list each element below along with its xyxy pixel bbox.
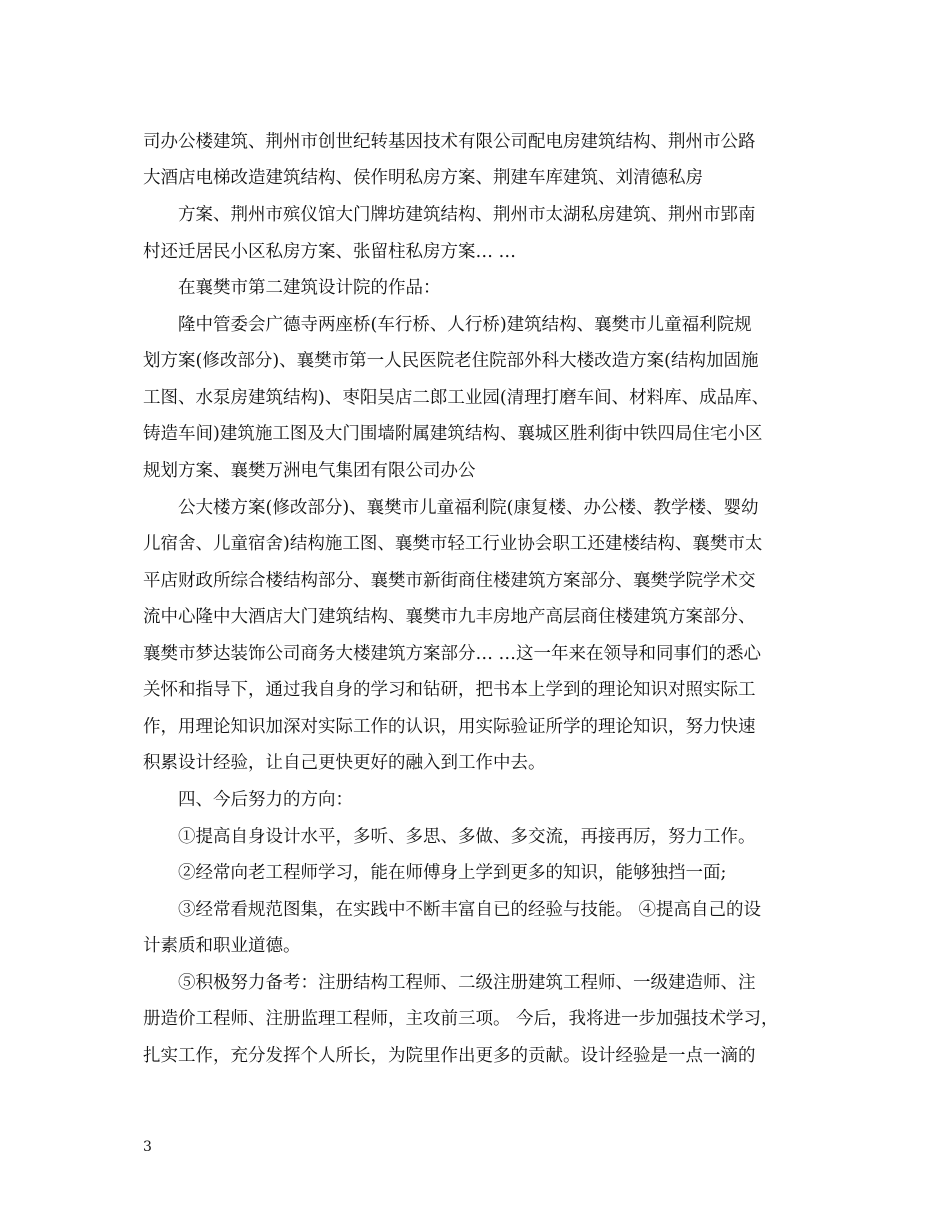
body-line-12: 儿宿舍、儿童宿舍)结构施工图、襄樊市轻工行业协会职工还建楼结构、襄樊市太 <box>143 534 763 554</box>
body-line-6: 隆中管委会广德寺两座桥(车行桥、人行桥)建筑结构、襄樊市儿童福利院规 <box>178 315 752 335</box>
body-line-11: 公大楼方案(修改部分)、襄樊市儿童福利院(康复楼、办公楼、教学楼、婴幼 <box>178 498 759 518</box>
list-item-2: ②经常向老工程师学习，能在师傅身上学到更多的知识，能够独挡一面; <box>178 863 727 883</box>
section-heading: 四、今后努力的方向： <box>178 790 353 810</box>
list-item-3: ③经常看规范图集，在实践中不断丰富自已的经验与技能。 ④提高自己的设 <box>178 900 762 920</box>
body-line-1: 司办公楼建筑、荆州市创世纪转基因技术有限公司配电房建筑结构、荆州市公路 <box>143 132 756 152</box>
body-line-15: 襄樊市梦达装饰公司商务大楼建筑方案部分… …这一年来在领导和同事们的悉心 <box>143 644 762 664</box>
body-line-8: 工图、水泵房建筑结构)、枣阳吴店二郎工业园(清理打磨车间、材料库、成品库、 <box>143 388 770 408</box>
body-line-9: 铸造车间)建筑施工图及大门围墙附属建筑结构、襄城区胜利街中铁四局住宅小区 <box>143 424 763 444</box>
body-line-16: 关怀和指导下，通过我自身的学习和钻研，把书本上学到的理论知识对照实际工 <box>143 680 756 700</box>
body-line-17: 作，用理论知识加深对实际工作的认识，用实际验证所学的理论知识，努力快速 <box>143 717 756 737</box>
page-number: 3 <box>143 1139 152 1155</box>
body-line-5: 在襄樊市第二建筑设计院的作品： <box>178 278 441 298</box>
body-line-4: 村还迁居民小区私房方案、张留柱私房方案… … <box>143 242 517 262</box>
body-line-14: 流中心隆中大酒店大门建筑结构、襄樊市九丰房地产高层商住楼建筑方案部分、 <box>143 607 756 627</box>
body-line-26: 扎实工作，充分发挥个人所长，为院里作出更多的贡献。设计经验是一点一滴的 <box>143 1046 756 1066</box>
body-line-18: 积累设计经验，让自己更快更好的融入到工作中去。 <box>143 753 546 773</box>
body-line-13: 平店财政所综合楼结构部分、襄樊市新街商住楼建筑方案部分、襄樊学院学术交 <box>143 571 756 591</box>
list-item-1: ①提高自身设计水平，多听、多思、多做、多交流，再接再厉，努力工作。 <box>178 827 756 847</box>
list-item-3-continued: 计素质和职业道德。 <box>143 936 301 956</box>
body-line-7: 划方案(修改部分)、襄樊市第一人民医院老住院部外科大楼改造方案(结构加固施 <box>143 351 759 371</box>
body-line-10: 规划方案、襄樊万洲电气集团有限公司办公 <box>143 461 476 481</box>
body-line-3: 方案、荆州市殡仪馆大门牌坊建筑结构、荆州市太湖私房建筑、荆州市郢南 <box>178 205 756 225</box>
body-line-2: 大酒店电梯改造建筑结构、侯作明私房方案、荆建车库建筑、刘清德私房 <box>143 168 703 188</box>
list-item-5: ⑤积极努力备考：注册结构工程师、二级注册建筑工程师、一级建造师、注 <box>178 973 756 993</box>
body-line-25: 册造价工程师、注册监理工程师，主攻前三项。 今后，我将进一步加强技术学习， <box>143 1009 779 1029</box>
